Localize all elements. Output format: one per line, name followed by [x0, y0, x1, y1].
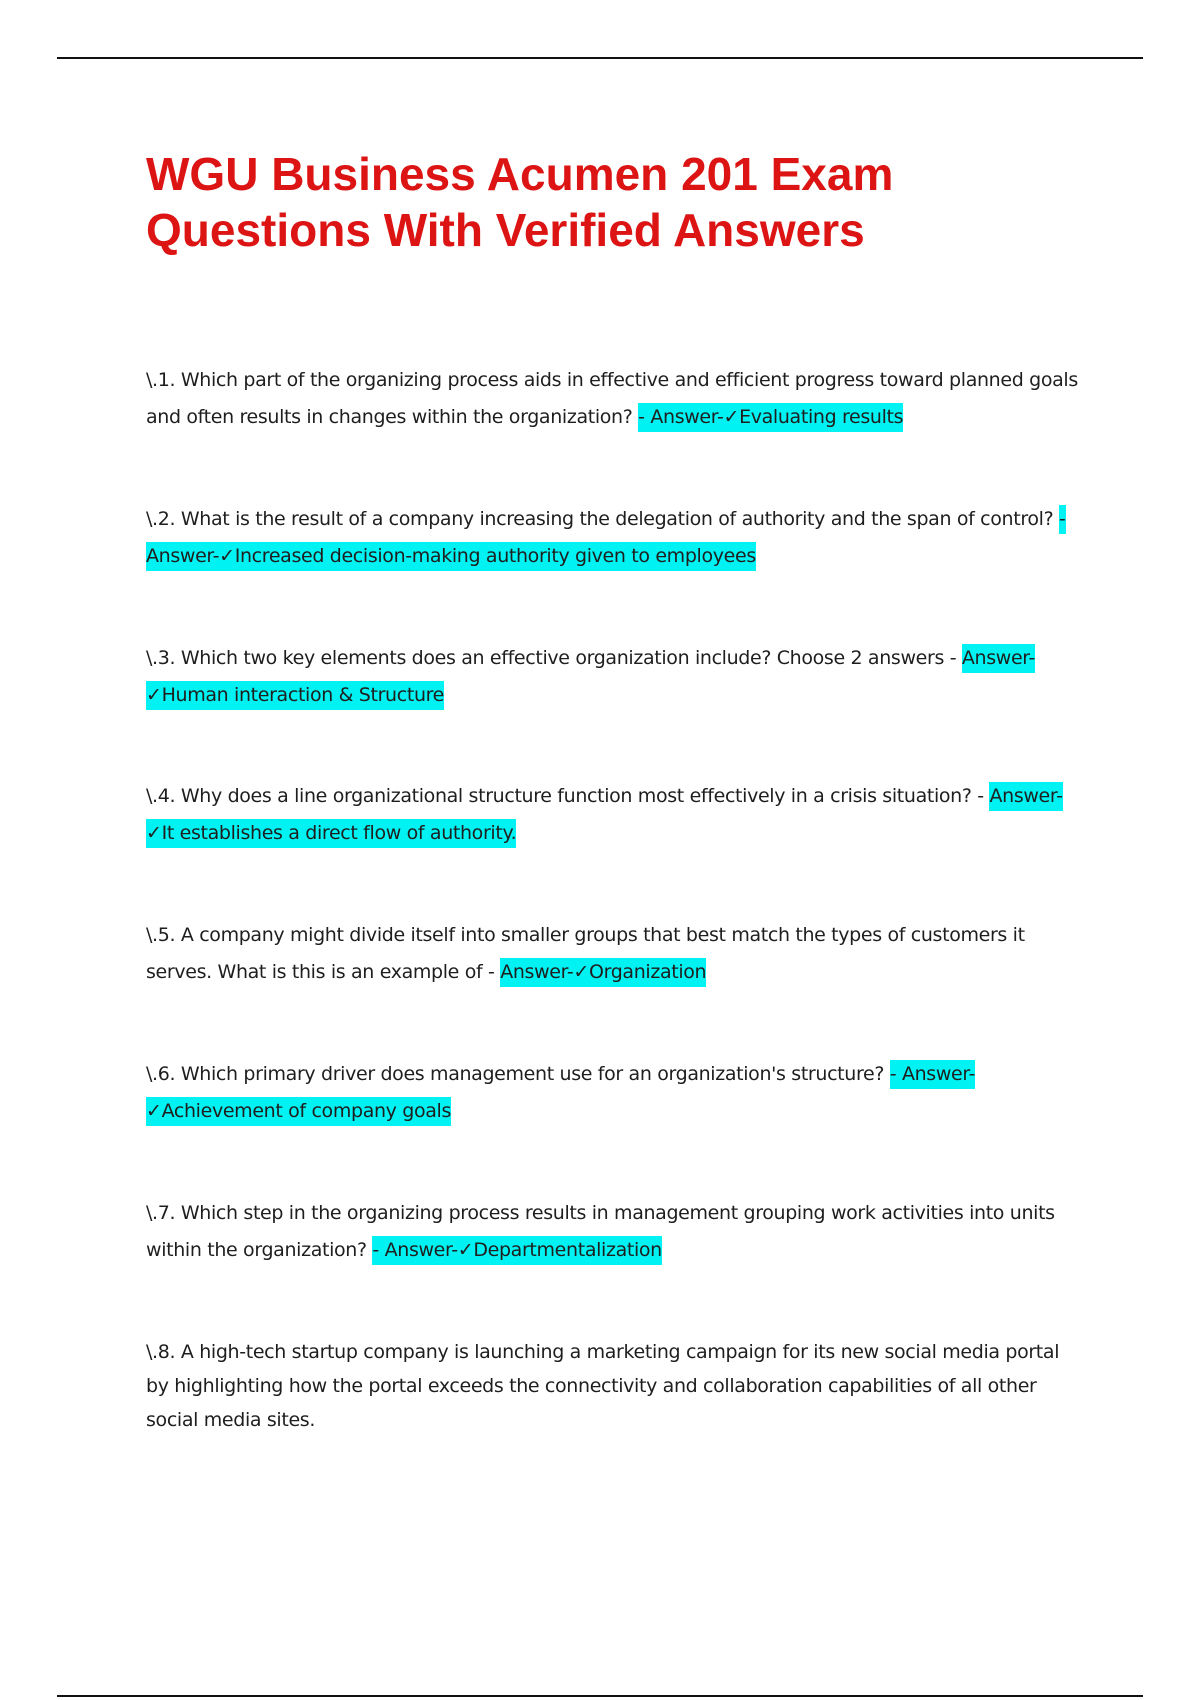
question-text: \.3. Which two key elements does an effective organization include? Choose 2 answers - — [146, 647, 962, 669]
question-item-1 — [146, 362, 1086, 436]
answer-highlight: - Answer-✓Achievement of company goals — [146, 1060, 975, 1126]
question-item-8 — [146, 1335, 1086, 1437]
answer-highlight: - Answer-✓Increased decision-making authority given to employees — [146, 505, 1066, 571]
question-item-7 — [146, 1195, 1086, 1269]
question-item-3 — [146, 640, 1086, 714]
answer-highlight: - Answer-✓Evaluating results — [638, 403, 903, 432]
question-text: \.5. A company might divide itself into smaller groups that best match the types of customers it serves. What is this is an example of - — [146, 924, 1025, 983]
answer-highlight: Answer-✓Organization — [500, 958, 706, 987]
document-title — [146, 146, 1106, 258]
question-item-6 — [146, 1056, 1086, 1130]
header-rule — [57, 57, 1143, 59]
question-text: \.2. What is the result of a company increasing the delegation of authority and the span of control? — [146, 508, 1059, 530]
question-item-2 — [146, 501, 1086, 575]
question-text: \.4. Why does a line organizational structure function most effectively in a crisis situation? - — [146, 785, 990, 807]
answer-highlight: Answer-✓Human interaction & Structure — [146, 644, 1035, 710]
title-line-1: WGU Business Acumen 201 Exam — [146, 148, 894, 200]
answer-highlight: - Answer-✓Departmentalization — [372, 1236, 661, 1265]
footer-rule — [57, 1695, 1143, 1697]
question-text: \.7. Which step in the organizing process results in management grouping work activities into units within the organization? — [146, 1202, 1055, 1261]
question-text: \.8. A high-tech startup company is launching a marketing campaign for its new social media portal by highlighting how the portal exceeds the connectivity and collaboration capabilities of all other social media sites. — [146, 1341, 1060, 1431]
question-text: \.1. Which part of the organizing process aids in effective and efficient progress toward planned goals and often results in changes within the organization? — [146, 369, 1078, 428]
question-item-4 — [146, 778, 1086, 852]
question-text: \.6. Which primary driver does management use for an organization's structure? — [146, 1063, 890, 1085]
title-line-2: Questions With Verified Answers — [146, 204, 865, 256]
question-item-5 — [146, 917, 1086, 991]
answer-highlight: Answer-✓It establishes a direct flow of authority. — [146, 782, 1063, 848]
